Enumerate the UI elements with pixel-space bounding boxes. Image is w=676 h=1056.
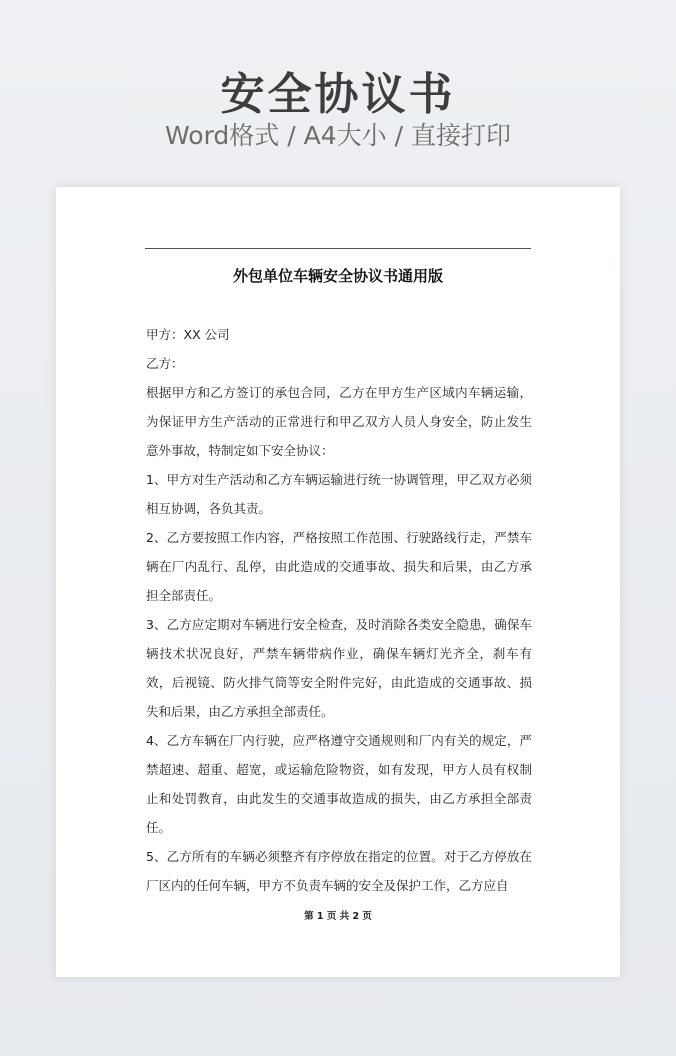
page-number: 第 1 页 共 2 页 xyxy=(304,911,372,922)
document-title: 外包单位车辆安全协议书通用版 xyxy=(232,267,443,285)
banner-title: 安全协议书 xyxy=(220,69,456,120)
intro-paragraph: 根据甲方和乙方签订的承包合同，乙方在甲方生产区域内车辆运输，为保证甲方生产活动的正常进行和甲乙双方人员人身安全，防止发生意外事故，特制定如下安全协议： xyxy=(146,385,532,458)
document-body xyxy=(146,320,532,900)
clause-2: 2、乙方要按照工作内容，严格按照工作范围、行驶路线行走，严禁车辆在厂内乱行、乱停，由此造成的交通事故、损失和后果，由乙方承担全部责任。 xyxy=(146,530,532,603)
document-page xyxy=(56,187,620,977)
clause-5: 5、乙方所有的车辆必须整齐有序停放在指定的位置。对于乙方停放在厂区内的任何车辆，甲方不负责车辆的安全及保护工作，乙方应自 xyxy=(146,849,532,893)
banner-subtitle: Word格式 / A4大小 / 直接打印 xyxy=(165,121,511,150)
party-b-line: 乙方： xyxy=(146,356,184,371)
clause-1: 1、甲方对生产活动和乙方车辆运输进行统一协调管理，甲乙双方必须相互协调，各负其责。 xyxy=(146,472,532,516)
header-rule xyxy=(145,248,531,249)
clause-4: 4、乙方车辆在厂内行驶，应严格遵守交通规则和厂内有关的规定，严禁超速、超重、超宽，或运输危险物资，如有发现，甲方人员有权制止和处罚教育，由此发生的交通事故造成的损失，由乙方承担全部责任。 xyxy=(146,733,532,835)
party-a-line: 甲方：XX 公司 xyxy=(146,327,230,342)
clause-3: 3、乙方应定期对车辆进行安全检查，及时消除各类安全隐患，确保车辆技术状况良好，严禁车辆带病作业，确保车辆灯光齐全，刹车有效，后视镜、防火排气筒等安全附件完好，由此造成的交通事故、损失和后果，由乙方承担全部责任。 xyxy=(146,617,532,719)
